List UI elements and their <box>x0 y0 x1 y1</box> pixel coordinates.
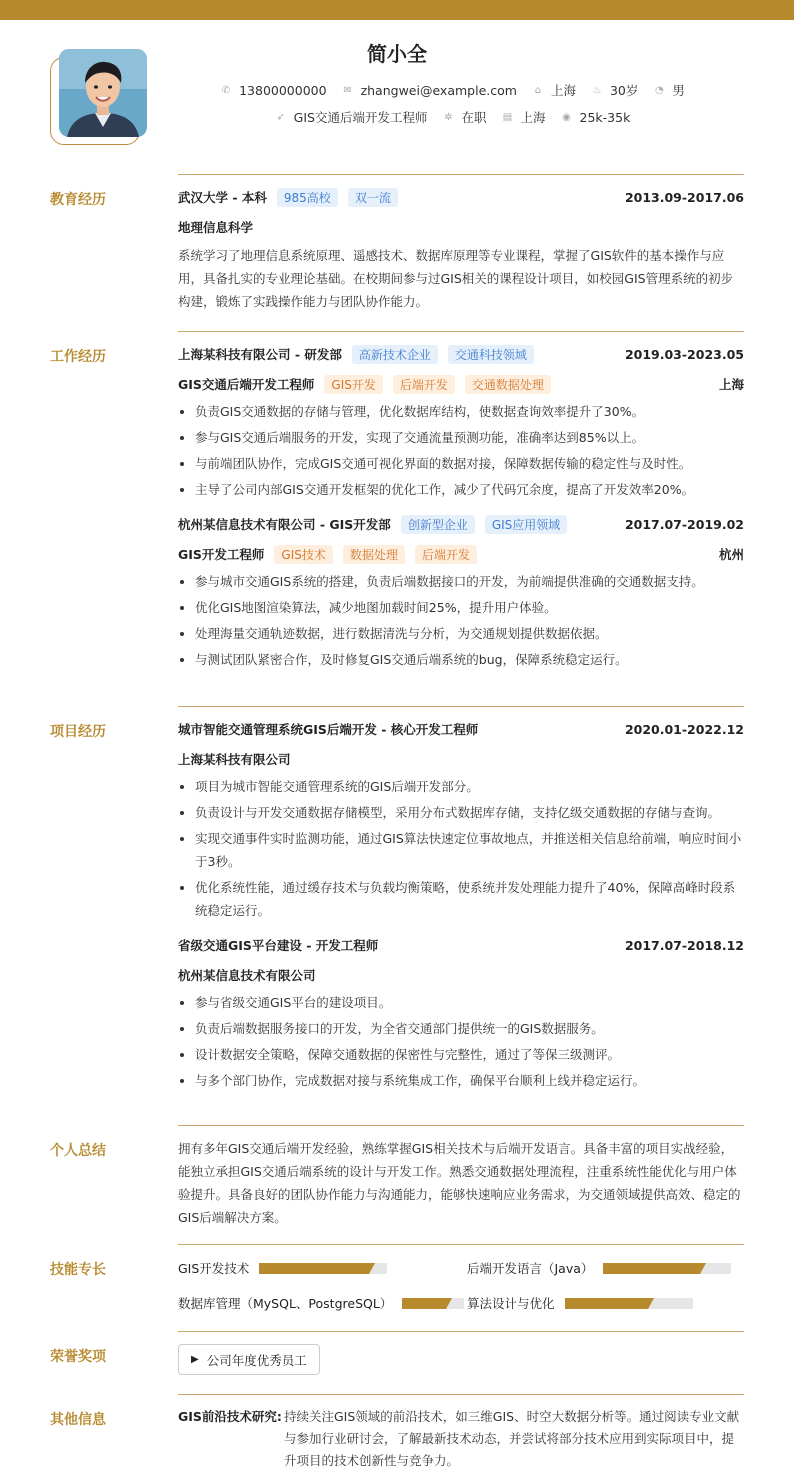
target-city-text: 上海 <box>520 110 546 125</box>
school-name: 武汉大学 - 本科 <box>178 190 267 205</box>
skill-bar-fill <box>565 1298 649 1309</box>
skill-name: 后端开发语言（Java） <box>467 1261 594 1276</box>
company-tag: 交通科技领域 <box>448 345 534 364</box>
list-item: 优化系统性能，通过缓存技术与负载均衡策略，使系统并发处理能力提升了40%，保障高峰时段系统稳定运行。 <box>178 876 744 922</box>
target-position-text: GIS交通后端开发工程师 <box>293 110 428 125</box>
target-position-item <box>274 108 428 126</box>
contact-row <box>160 81 744 99</box>
section-title: 工作经历 <box>50 349 106 365</box>
age-item <box>590 81 638 99</box>
skill-item <box>467 1259 731 1277</box>
list-item: 实现交通事件实时监测功能，通过GIS算法快速定位事故地点，并推送相关信息给前端，响应时间小于3秒。 <box>178 827 744 873</box>
location-text: 上海 <box>550 83 576 98</box>
phone-text: 13800000000 <box>239 82 327 98</box>
age-icon: ♨ <box>592 84 602 96</box>
job-bullets <box>178 400 744 501</box>
section-divider <box>178 331 744 332</box>
location-item <box>531 81 576 99</box>
play-triangle-icon: ▶ <box>191 1354 199 1365</box>
skill-tag: 后端开发 <box>415 545 477 564</box>
skill-name: GIS开发技术 <box>178 1261 250 1276</box>
education-date: 2013.09-2017.06 <box>624 189 744 205</box>
list-item: 负责后端数据服务接口的开发，为全省交通部门提供统一的GIS数据服务。 <box>178 1017 744 1040</box>
job-city: 上海 <box>718 377 744 392</box>
section-title: 个人总结 <box>50 1143 106 1159</box>
list-item: 与测试团队紧密合作，及时修复GIS交通后端系统的bug，保障系统稳定运行。 <box>178 648 744 671</box>
company-tag: GIS应用领域 <box>485 515 567 534</box>
job-bullets <box>178 570 744 671</box>
project-bullets <box>178 991 744 1092</box>
skill-tag: 后端开发 <box>393 375 455 394</box>
project-date: 2020.01-2022.12 <box>624 721 744 737</box>
job-position: GIS开发工程师 <box>178 547 265 562</box>
list-item: 设计数据安全策略，保障交通数据的保密性与完整性，通过了等保三级测评。 <box>178 1043 744 1066</box>
skill-tag: GIS技术 <box>274 545 332 564</box>
gender-text: 男 <box>672 83 685 98</box>
list-item: 参与GIS交通后端服务的开发，实现了交通流量预测功能，准确率达到85%以上。 <box>178 426 744 449</box>
salary-item <box>560 110 631 125</box>
project-bullets <box>178 775 744 922</box>
target-city-item <box>501 108 546 126</box>
skill-tag: GIS开发 <box>324 375 382 394</box>
email-item <box>341 83 517 98</box>
skill-item <box>467 1294 693 1312</box>
email-text: zhangwei@example.com <box>360 82 517 98</box>
other-text: 持续关注GIS领域的前沿技术，如三维GIS、时空大数据分析等。通过阅读专业文献与参加行业研讨会，了解最新技术动态，并尝试将部分技术应用到实际项目中，提升项目的技术创新性与竞争力。 <box>284 1409 740 1468</box>
mail-icon: ✉ <box>343 84 352 96</box>
section-title: 技能专长 <box>50 1262 106 1278</box>
skill-name: 算法设计与优化 <box>467 1296 555 1311</box>
education-description: 系统学习了地理信息系统原理、遥感技术、数据库原理等专业课程，掌握了GIS软件的基本操作与应用，具备扎实的专业理论基础。在校期间参与过GIS相关的课程设计项目，如校园GIS管理系统的初步构建，锻炼了实践操作能力与团队协作能力。 <box>178 248 734 309</box>
school-tag: 双一流 <box>348 188 398 207</box>
award-name: 公司年度优秀员工 <box>206 1352 307 1368</box>
other-label: GIS前沿技术研究: <box>178 1409 282 1424</box>
skill-bar-fill <box>259 1263 368 1274</box>
list-item: 与前端团队协作，完成GIS交通可视化界面的数据对接，保障数据传输的稳定性与及时性。 <box>178 452 744 475</box>
skill-bar <box>259 1263 387 1274</box>
status-item <box>441 108 486 126</box>
section-title: 其他信息 <box>50 1412 106 1428</box>
section-title: 项目经历 <box>50 724 106 740</box>
skill-bar <box>603 1263 731 1274</box>
list-item: 主导了公司内部GIS交通开发框架的优化工作，减少了代码冗余度，提高了开发效率20%。 <box>178 478 744 501</box>
job-intent-row <box>160 108 744 126</box>
award-item[interactable] <box>178 1344 320 1375</box>
company-name: 上海某科技有限公司 - 研发部 <box>178 347 342 362</box>
project-name: 省级交通GIS平台建设 - 开发工程师 <box>178 938 379 953</box>
top-accent-bar <box>0 0 794 20</box>
skill-tag: 数据处理 <box>343 545 405 564</box>
summary-text: 拥有多年GIS交通后端开发经验，熟练掌握GIS相关技术与后端开发语言。具备丰富的项目实战经验，能独立承担GIS交通后端系统的设计与开发工作。熟悉交通数据处理流程，注重系统性能优化与用户体验提升。具备良好的团队协作能力与沟通能力，能够快速响应业务需求，为交通领域提供高效、稳定的GIS后端解决方案。 <box>178 1141 741 1225</box>
gender-icon: ◔ <box>655 84 664 96</box>
building-icon: ▤ <box>502 111 513 123</box>
home-icon: ⌂ <box>534 84 542 96</box>
list-item: 负责设计与开发交通数据存储模型，采用分布式数据库存储，支持亿级交通数据的存储与查询。 <box>178 801 744 824</box>
skill-bar-fill <box>402 1298 446 1309</box>
skill-item <box>178 1294 464 1312</box>
list-item: 参与省级交通GIS平台的建设项目。 <box>178 991 744 1014</box>
phone-icon: ✆ <box>221 84 231 96</box>
major: 地理信息科学 <box>178 220 254 235</box>
section-title: 荣誉奖项 <box>50 1349 106 1365</box>
company-name: 杭州某信息技术有限公司 - GIS开发部 <box>178 517 391 532</box>
section-divider <box>178 706 744 707</box>
send-icon: ➶ <box>276 111 285 123</box>
project-company: 杭州某信息技术有限公司 <box>178 968 316 983</box>
skill-bar <box>402 1298 464 1309</box>
company-tag: 高新技术企业 <box>352 345 438 364</box>
list-item: 负责GIS交通数据的存储与管理，优化数据库结构，使数据查询效率提升了30%。 <box>178 400 744 423</box>
phone-item <box>219 83 326 98</box>
status-text: 在职 <box>461 110 487 125</box>
candidate-name: 简小全 <box>367 42 427 66</box>
skill-tag: 交通数据处理 <box>465 375 551 394</box>
list-item: 与多个部门协作，完成数据对接与系统集成工作，确保平台顺利上线并稳定运行。 <box>178 1069 744 1092</box>
company-tag: 创新型企业 <box>401 515 475 534</box>
section-divider <box>178 174 744 175</box>
list-item: 项目为城市智能交通管理系统的GIS后端开发部分。 <box>178 775 744 798</box>
age-text: 30岁 <box>609 83 639 98</box>
salary-text: 25k-35k <box>579 109 631 125</box>
job-date: 2017.07-2019.02 <box>624 516 744 532</box>
status-icon: ✲ <box>444 111 453 123</box>
list-item: 处理海量交通轨迹数据，进行数据清洗与分析，为交通规划提供数据依据。 <box>178 622 744 645</box>
section-divider <box>178 1244 744 1245</box>
section-divider <box>178 1394 744 1395</box>
project-company: 上海某科技有限公司 <box>178 752 291 767</box>
gender-item <box>652 81 685 99</box>
list-item: 优化GIS地图渲染算法，减少地图加载时间25%，提升用户体验。 <box>178 596 744 619</box>
list-item: 参与城市交通GIS系统的搭建，负责后端数据接口的开发，为前端提供准确的交通数据支持。 <box>178 570 744 593</box>
skill-name: 数据库管理（MySQL、PostgreSQL） <box>178 1296 393 1311</box>
job-position: GIS交通后端开发工程师 <box>178 377 315 392</box>
section-divider <box>178 1331 744 1332</box>
project-date: 2017.07-2018.12 <box>624 937 744 953</box>
job-city: 杭州 <box>718 547 744 562</box>
other-info-row <box>178 1406 744 1472</box>
salary-icon: ◉ <box>562 111 571 123</box>
section-title: 教育经历 <box>50 192 106 208</box>
skill-bar <box>565 1298 693 1309</box>
section-divider <box>178 1125 744 1126</box>
project-name: 城市智能交通管理系统GIS后端开发 - 核心开发工程师 <box>178 722 479 737</box>
skill-item <box>178 1259 387 1277</box>
job-date: 2019.03-2023.05 <box>624 346 744 362</box>
skill-bar-fill <box>603 1263 699 1274</box>
school-tag: 985高校 <box>277 188 338 207</box>
